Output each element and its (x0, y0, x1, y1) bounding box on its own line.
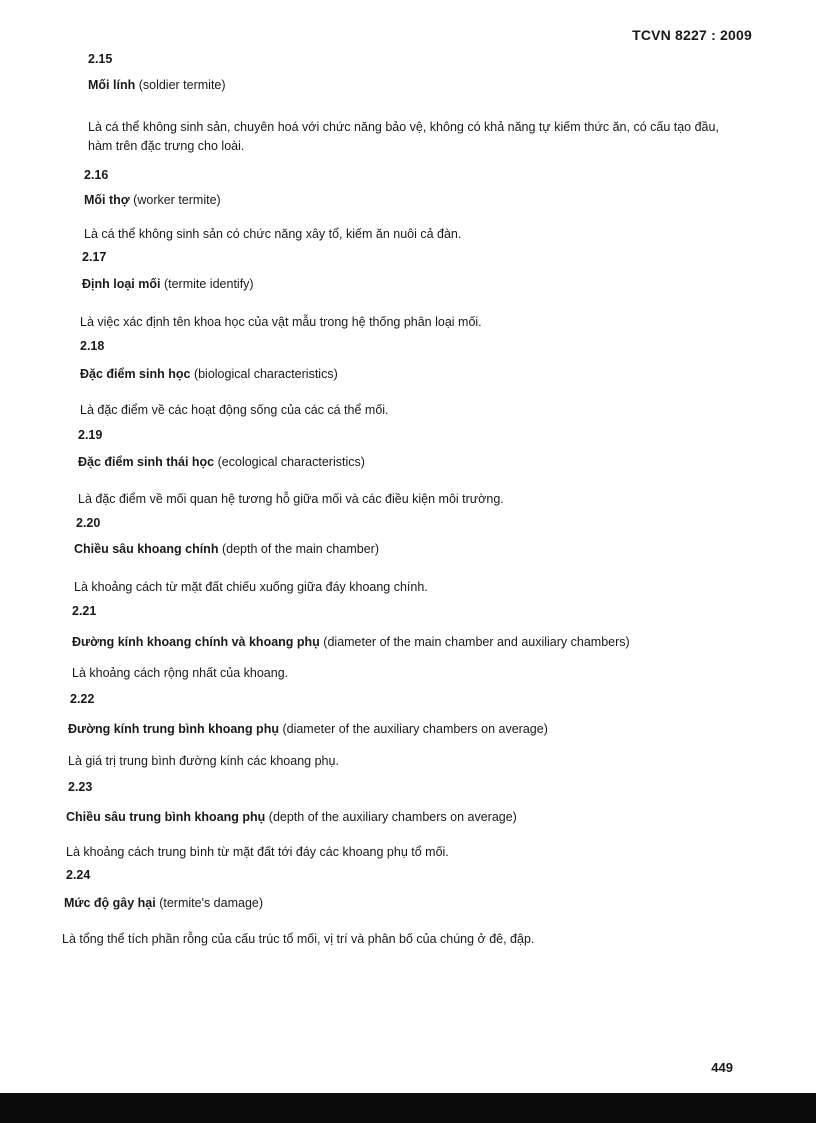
entry-number: 2.23 (68, 780, 93, 794)
term-vi: Đặc điểm sinh thái học (78, 455, 215, 469)
entry-number: 2.17 (82, 250, 107, 264)
entry-definition: Là giá trị trung bình đường kính các khoang phụ. (68, 754, 339, 768)
entry-number: 2.15 (88, 52, 113, 66)
term-vi: Mức độ gây hại (64, 896, 156, 910)
term-en: (worker termite) (133, 193, 221, 207)
entry-number: 2.16 (84, 168, 109, 182)
term-en: (ecological characteristics) (217, 455, 365, 469)
entry-term (68, 722, 548, 736)
term-en: (depth of the auxiliary chambers on average) (268, 810, 517, 824)
entry-definition: Là tổng thể tích phần rỗng của cấu trúc tổ mối, vị trí và phân bố của chúng ở đê, đập. (62, 932, 535, 946)
entry-number: 2.20 (76, 516, 101, 530)
entry-definition: Là đặc điểm về các hoạt động sống của các cá thể mối. (80, 403, 389, 417)
term-vi: Chiều sâu khoang chính (74, 542, 219, 556)
term-vi: Đường kính trung bình khoang phụ (68, 722, 279, 736)
document-header-standard: TCVN 8227 : 2009 (632, 27, 752, 43)
entry-number: 2.21 (72, 604, 97, 618)
term-vi: Đặc điểm sinh học (80, 367, 191, 381)
entry-definition: Là khoảng cách rộng nhất của khoang. (72, 666, 289, 680)
entry-number: 2.18 (80, 339, 105, 353)
term-en: (termite identify) (163, 277, 254, 291)
entry-number: 2.22 (70, 692, 95, 706)
term-vi: Đường kính khoang chính và khoang phụ (72, 635, 320, 649)
entry-term (74, 542, 379, 556)
term-vi: Mối lính (88, 78, 136, 92)
term-vi: Chiều sâu trung bình khoang phụ (66, 810, 266, 824)
page-number: 449 (711, 1060, 733, 1075)
entry-definition: Là cá thể không sinh sản có chức năng xây tổ, kiếm ăn nuôi cả đàn. (84, 227, 462, 241)
entry-number: 2.19 (78, 428, 103, 442)
entry-definition: Là khoảng cách từ mặt đất chiếu xuống giữa đáy khoang chính. (74, 580, 428, 594)
entry-definition: Là việc xác định tên khoa học của vật mẫu trong hệ thống phân loại mối. (80, 315, 482, 329)
entry-term (80, 367, 338, 381)
term-en: (termite's damage) (159, 896, 264, 910)
entry-number: 2.24 (66, 868, 91, 882)
entry-definition: Là khoảng cách trung bình từ mặt đất tới đáy các khoang phụ tổ mối. (66, 845, 449, 859)
term-vi: Mối thợ (84, 193, 130, 207)
entry-term (64, 896, 263, 910)
entry-term (72, 635, 630, 649)
entry-term (88, 78, 226, 92)
scan-bottom-edge (0, 1093, 816, 1123)
term-en: (soldier termite) (138, 78, 226, 92)
term-en: (diameter of the main chamber and auxiliary chambers) (323, 635, 630, 649)
term-en: (biological characteristics) (193, 367, 338, 381)
term-en: (diameter of the auxiliary chambers on average) (282, 722, 548, 736)
entry-definition: Là cá thể không sinh sản, chuyên hoá với chức năng bảo vệ, không có khả năng tự kiếm thức ăn, có cấu tạo đầu, hàm trên đặc trưng cho loài. (88, 120, 719, 153)
entry-term (66, 810, 517, 824)
entry-term (78, 455, 365, 469)
entry-term (84, 193, 221, 207)
term-vi: Định loại mối (82, 277, 161, 291)
entry-term (82, 277, 254, 291)
term-en: (depth of the main chamber) (221, 542, 379, 556)
entry-definition: Là đặc điểm về mối quan hệ tương hỗ giữa mối và các điều kiện môi trường. (78, 492, 504, 506)
